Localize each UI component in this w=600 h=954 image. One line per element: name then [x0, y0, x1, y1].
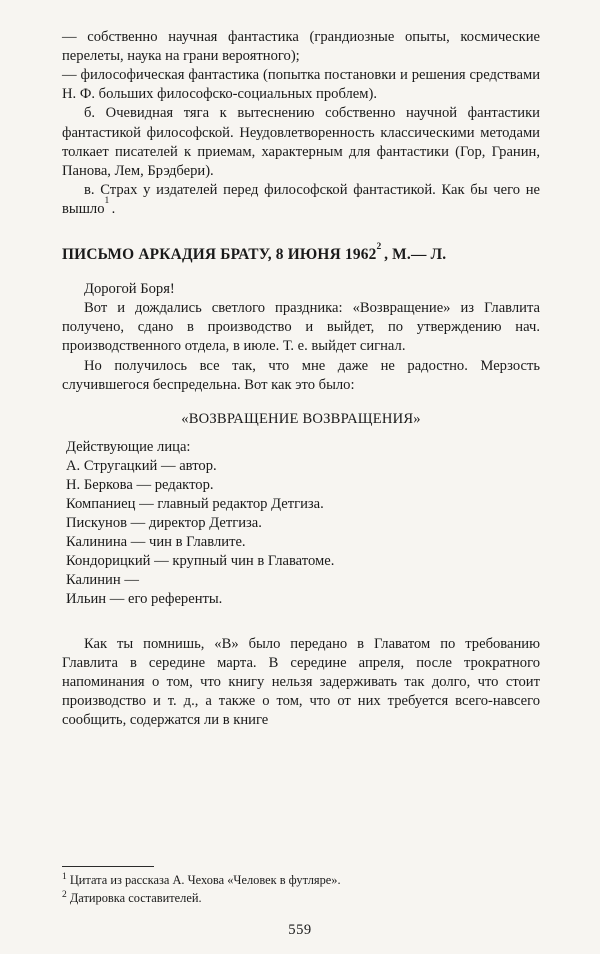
footnote-marker-2: 2 [376, 241, 382, 252]
cast-item: А. Стругацкий — автор. [66, 457, 217, 474]
paragraph-scientific-fantasy: — собственно научная фантастика (грандиозные опыты, космические перелеты, наука на грани вероятного); [62, 29, 540, 65]
paragraph-item-v [62, 181, 540, 219]
spacer [62, 395, 540, 410]
section-title-tail: , М.— Л. [384, 246, 447, 264]
footnote-separator [62, 866, 154, 867]
cast-item: Ильин — его референты. [66, 590, 223, 607]
cast-item: Кондорицкий — крупный чин в Главатоме. [66, 552, 335, 569]
cast-item: Пискунов — директор Детгиза. [66, 514, 262, 531]
footnote-2: $^2$ Датировка составителей. [62, 889, 202, 905]
section-title-text: ПИСЬМО АРКАДИЯ БРАТУ, 8 ИЮНЯ 1962 [62, 246, 377, 264]
spacer [62, 265, 540, 280]
page-content [62, 28, 540, 731]
spacer [62, 219, 540, 245]
spacer [62, 429, 540, 438]
closing-paragraph: Как ты помнишь, «В» было передано в Главатом по требованию Главлита в середине марта. В середине апреля, после трократного напоминания о том, что книгу нельзя задерживать так долго, что стоит производство и т. д., а также о том, что от них требуется всего-навсего сообщить, содержатся ли в книге [62, 636, 540, 729]
spacer [62, 609, 540, 635]
footnote-1: $^1$ Цитата из рассказа А. Чехова «Человек в футляре». [62, 871, 341, 887]
section-title [62, 241, 540, 265]
footnote-marker-1: 1 [104, 195, 110, 206]
salutation: Дорогой Боря! [84, 281, 175, 298]
footnotes [62, 872, 540, 907]
cast-heading: Действующие лица: [66, 438, 191, 455]
letter-paragraph-2: Но получилось все так, что мне даже не радостно. Мерзость случившегося беспредельна. Вот как это было: [62, 357, 540, 393]
paragraph-philosophical-fantasy: — философическая фантастика (попытка постановки и решения средствами Н. Ф. больших философско-социальных проблем). [62, 67, 540, 103]
cast-item: Калинин — [66, 571, 139, 588]
cast-item: Калинина — чин в Главлите. [66, 533, 246, 550]
paragraph-item-v-tail: . [111, 200, 116, 217]
play-title: «ВОЗВРАЩЕНИЕ ВОЗВРАЩЕНИЯ» [181, 410, 421, 427]
paragraph-item-v-text: в. Страх у издателей перед философской фантастикой. Как бы чего не вышло [62, 181, 540, 217]
paragraph-item-b: б. Очевидная тяга к вытеснению собственно научной фантастики фантастикой философской. Неудовлетворенность классическими методами толкает писателей к приемам, характерным для фантастики (Гор, Гранин, Панова, Лем, Брэдбери). [62, 105, 540, 179]
cast-item: Н. Беркова — редактор. [66, 476, 214, 493]
cast-item: Компаниец — главный редактор Детгиза. [66, 495, 324, 512]
letter-paragraph-1: Вот и дождались светлого праздника: «Возвращение» из Главлита получено, сдано в производство и выйдет, по утверждению нач. производственного отдела, в июле. Т. е. выйдет сигнал. [62, 300, 540, 355]
page-number: 559 [288, 922, 312, 938]
